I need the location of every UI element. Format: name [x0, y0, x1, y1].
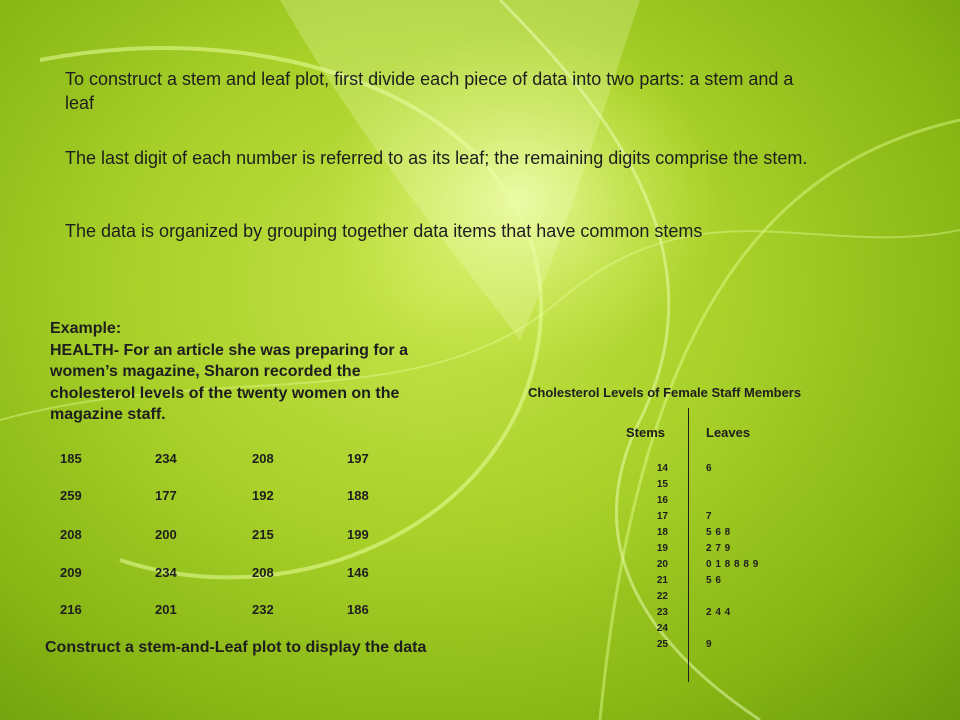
example-block — [50, 318, 450, 426]
instruction-text: Construct a stem-and-Leaf plot to display the data — [45, 639, 427, 656]
stem-value: 24 — [656, 623, 668, 634]
leaf-values: 2 7 9 — [706, 543, 731, 554]
stem-value: 25 — [656, 639, 668, 650]
data-cell: 185 — [60, 451, 82, 466]
leaf-values: 2 4 4 — [706, 607, 731, 618]
stem-value: 14 — [656, 463, 668, 474]
stem-value: 21 — [656, 575, 668, 586]
intro-paragraph-2: The last digit of each number is referred to as its leaf; the remaining digits comprise the stem. — [65, 148, 808, 168]
stem-value: 20 — [656, 559, 668, 570]
stem-value: 16 — [656, 495, 668, 506]
data-cell: 216 — [60, 602, 82, 617]
data-cell: 232 — [252, 602, 274, 617]
data-cell: 197 — [347, 451, 369, 466]
data-cell: 188 — [347, 488, 369, 503]
leaf-values: 5 6 — [706, 575, 722, 586]
leaf-values: 7 — [706, 511, 713, 522]
leaf-values: 5 6 8 — [706, 527, 731, 538]
data-cell: 209 — [60, 565, 82, 580]
data-cell: 208 — [252, 451, 274, 466]
stems-header: Stems — [626, 425, 666, 440]
example-body: HEALTH- For an article she was preparing for a women’s magazine, Sharon recorded the cholesterol levels of the twenty women on the magazine staff. — [50, 341, 408, 423]
example-heading: Example: — [50, 320, 122, 337]
data-cell: 201 — [155, 602, 177, 617]
stem-value: 19 — [656, 543, 668, 554]
stem-value: 23 — [656, 607, 668, 618]
stem-leaf-divider — [688, 408, 689, 682]
data-cell: 234 — [155, 451, 177, 466]
intro-paragraph-3: The data is organized by grouping together data items that have common stems — [65, 221, 703, 241]
stem-value: 22 — [656, 591, 668, 602]
leaf-values: 6 — [706, 463, 713, 474]
data-cell: 215 — [252, 527, 274, 542]
data-cell: 192 — [252, 488, 274, 503]
leaves-header: Leaves — [706, 425, 751, 440]
data-cell: 177 — [155, 488, 177, 503]
data-cell: 146 — [347, 565, 369, 580]
stem-value: 17 — [656, 511, 668, 522]
plot-title: Cholesterol Levels of Female Staff Members — [528, 385, 802, 400]
data-cell: 186 — [347, 602, 369, 617]
data-cell: 208 — [252, 565, 274, 580]
leaf-values: 9 — [706, 639, 713, 650]
stem-value: 15 — [656, 479, 668, 490]
leaf-values: 0 1 8 8 8 9 — [706, 559, 759, 570]
data-cell: 199 — [347, 527, 369, 542]
intro-paragraph-1: To construct a stem and leaf plot, first divide each piece of data into two parts: a stem and a leaf — [65, 69, 794, 113]
data-cell: 200 — [155, 527, 177, 542]
data-cell: 234 — [155, 565, 177, 580]
data-cell: 208 — [60, 527, 82, 542]
data-cell: 259 — [60, 488, 82, 503]
stem-value: 18 — [656, 527, 668, 538]
